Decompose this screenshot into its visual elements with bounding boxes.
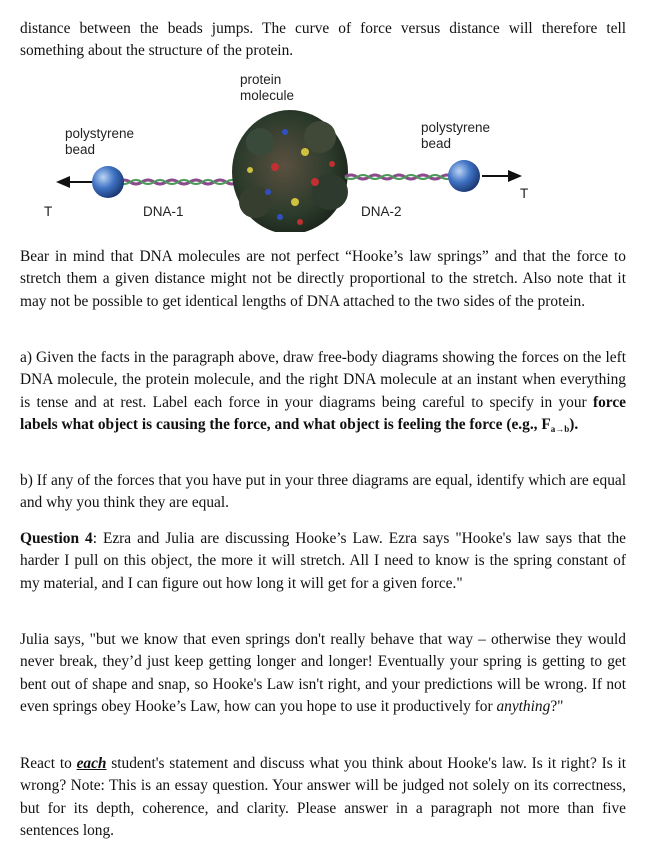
bear-in-mind-text: Bear in mind that DNA molecules are not perfect “Hooke’s law springs” and that the force to stretch them a given distance might not be directly proportional to the stretch. Also note that it may not be possible to get identical lengths of DNA attached to the two sides of the protein.	[20, 248, 626, 310]
question-4-label: Question 4	[20, 530, 93, 547]
part-a-paragraph	[20, 347, 626, 441]
part-a-bold-end: ).	[569, 416, 579, 434]
part-a-subscript: a→b	[550, 424, 570, 435]
question-4-paragraph	[20, 528, 626, 595]
dna-1-label: DNA-1	[143, 204, 184, 219]
part-b-paragraph	[20, 470, 626, 515]
right-arrow-icon	[508, 170, 522, 182]
left-tension-label: T	[44, 204, 53, 219]
part-a-text: a) Given the facts in the paragraph above, draw free-body diagrams showing the forces on the left DNA molecule, the protein molecule, and the right DNA molecule at an instant when everything is tense and at rest. Label each force in your diagrams being careful to specify in your	[20, 349, 626, 411]
julia-paragraph	[20, 629, 626, 719]
dna-2-label: DNA-2	[361, 204, 402, 219]
react-paragraph	[20, 753, 626, 843]
bear-in-mind-paragraph	[20, 246, 626, 313]
julia-italic: anything	[496, 698, 551, 716]
left-arrow-icon	[56, 176, 70, 188]
react-start: React to	[20, 755, 77, 772]
right-bead-icon	[448, 160, 480, 192]
react-text: student's statement and discuss what you think about Hooke's law. Is it right? Is it wrong? Note: This is an essay question. Your answer will be judged not solely on its correctness, but for its depth, coherence, and clarity. Please answer in a paragraph not more than five sentences long.	[20, 755, 627, 840]
left-bead-label: polystyrene bead	[65, 126, 135, 157]
intro-paragraph	[20, 18, 626, 63]
protein-label: protein molecule	[240, 72, 295, 103]
part-b-text: b) If any of the forces that you have put in your three diagrams are equal, identify which are equal and why you think they are equal.	[20, 472, 626, 512]
react-emphasis: each	[76, 755, 107, 772]
question-4-text: : Ezra and Julia are discussing Hooke’s Law. Ezra says "Hooke's law says that the harder I pull on this object, the more it will stretch. All I need to know is the spring constant of my material, and I can figure out how long it will get for a given force."	[20, 530, 626, 592]
intro-text: distance between the beads jumps. The curve of force versus distance will therefore tell something about the structure of the protein.	[20, 20, 626, 60]
part-a-bold: force labels what object is causing the force, and what object is feeling the force (e.g., F	[20, 393, 626, 434]
julia-text: Julia says, "but we know that even springs don't really behave that way – otherwise they would never break, they’d just keep getting longer and longer! Eventually your spring is getting to get bent out of shape and snap, so Hooke's Law isn't right, and your predictions will be wrong. If not even springs obey Hooke’s Law, how can you hope to use it productively for	[20, 631, 626, 716]
optical-tweezers-figure	[40, 72, 560, 232]
protein-molecule-icon	[232, 110, 348, 232]
left-bead-icon	[92, 166, 124, 198]
right-tension-label: T	[520, 186, 529, 201]
right-bead-label: polystyrene bead	[421, 120, 491, 151]
julia-end: ?"	[550, 698, 564, 716]
